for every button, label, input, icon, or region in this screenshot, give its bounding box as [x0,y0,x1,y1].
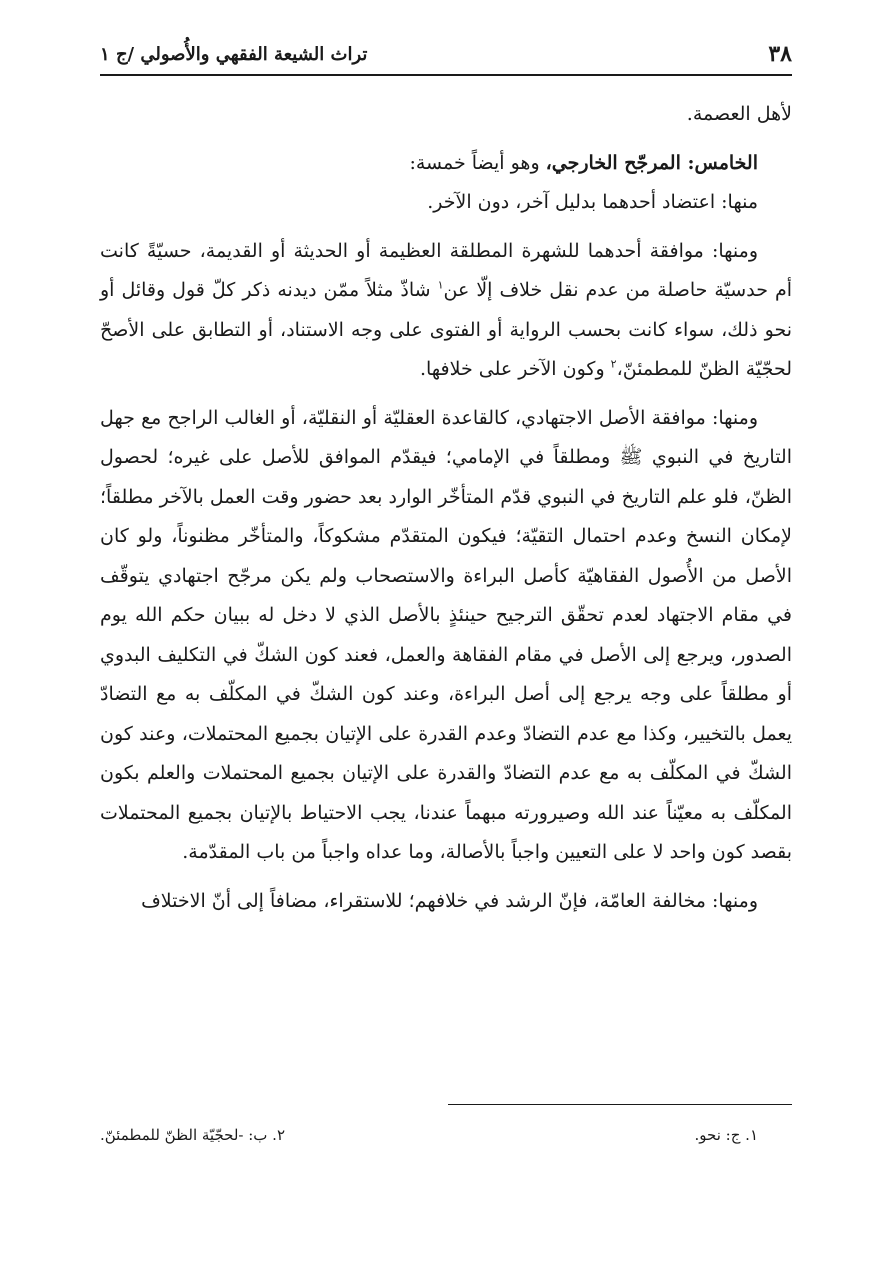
footnotes [100,1120,758,1150]
main-text [100,95,792,921]
footnote-1: ١. ج: نحو. [694,1126,758,1144]
footnote-ref-1[interactable]: ١ [437,278,444,292]
continuation-line: لأهل العصمة. [686,103,792,125]
section-heading: الخامس: المرجّح الخارجي، [545,151,758,174]
paragraph-2-part-c: وكون الآخر على خلافها. [419,358,611,380]
running-title: تراث الشيعة الفقهي والأُصولي /ج ١ [100,43,368,65]
page-number: ٣٨ [768,41,792,67]
paragraph-4: ومنها: مخالفة العامّة، فإنّ الرشد في خلافهم؛ للاستقراء، مضافاً إلى أنّ الاختلاف [141,889,758,912]
footnote-divider [448,1104,792,1105]
paragraph-2 [100,232,792,390]
paragraph-1: منها: اعتضاد أحدهما بدليل آخر، دون الآخر. [427,191,758,213]
paragraph-3: ومنها: موافقة الأصل الاجتهادي، كالقاعدة العقليّة أو النقليّة، أو الغالب الراجح مع جهل التاريخ في النبوي ﷺ ومطلقاً في الإمامي؛ فيقدّم الموافق للأصل على غيره؛ لحصول الظنّ، فلو علم التاريخ في النبوي قدّم المتأخّر الوارد بعد حضور وقت العمل بالآخر مطلقاً؛ لإمكان النسخ وعدم احتمال التقيّة؛ فيكون المتقدّم مشكوكاً، والمتأخّر مظنوناً، ولو كان الأصل من الأُصول الفقاهيّة كأصل البراءة والاستصحاب ولم يكن مرجّح اجتهادي يتوقّف في مقام الاجتهاد لعدم تحقّق الترجيح حينئذٍ بالأصل الذي لا دخل له ببيان حكم الله يوم الصدور، ويرجع إلى الأصل في مقام الفقاهة والعمل، فعند كون الشكّ في التكليف البدوي أو مطلقاً على وجه يرجع إلى أصل البراءة، وعند كون الشكّ في المكلّف به مع التضادّ يعمل بالتخيير، وكذا مع عدم التضادّ وعدم القدرة على الإتيان بجميع المحتملات، وعند كون الشكّ في المكلّف به مع عدم التضادّ والقدرة على الإتيان بجميع المحتملات والعلم بكون المكلّف به معيّناً عند الله وصيرورته مبهماً عندنا، يجب الاحتياط بالإتيان بجميع المحتملات بقصد كون واحد لا على التعيين واجباً بالأصالة، وما عداه واجباً من باب المقدّمة. [100,406,792,863]
running-header [100,34,792,76]
paragraph-2-part-a: ومنها: موافقة أحدهما للشهرة المطلقة العظيمة أو الحديثة أو القديمة، حسيّةً كانت أم حدسيّة حاصلة من عدم نقل خلاف إلّا عن [100,239,792,301]
section-heading-paragraph [100,144,792,184]
footnote-ref-2[interactable]: ٢ [610,357,617,371]
footnote-2: ٢. ب: -لحجّيّة الظنّ للمطمئنّ. [100,1126,286,1144]
paragraph-2-part-b: شاذّ مثلاً ممّن ديدنه ذكر كلّ قول وقائل أو نحو ذلك، سواء كانت بحسب الرواية أو الفتوى على وجه الاستناد، أو التطابق على الأصحّ لحجّيّة الظنّ للمطمئنّ، [100,279,792,380]
section-heading-rest: وهو أيضاً خمسة: [409,151,546,174]
